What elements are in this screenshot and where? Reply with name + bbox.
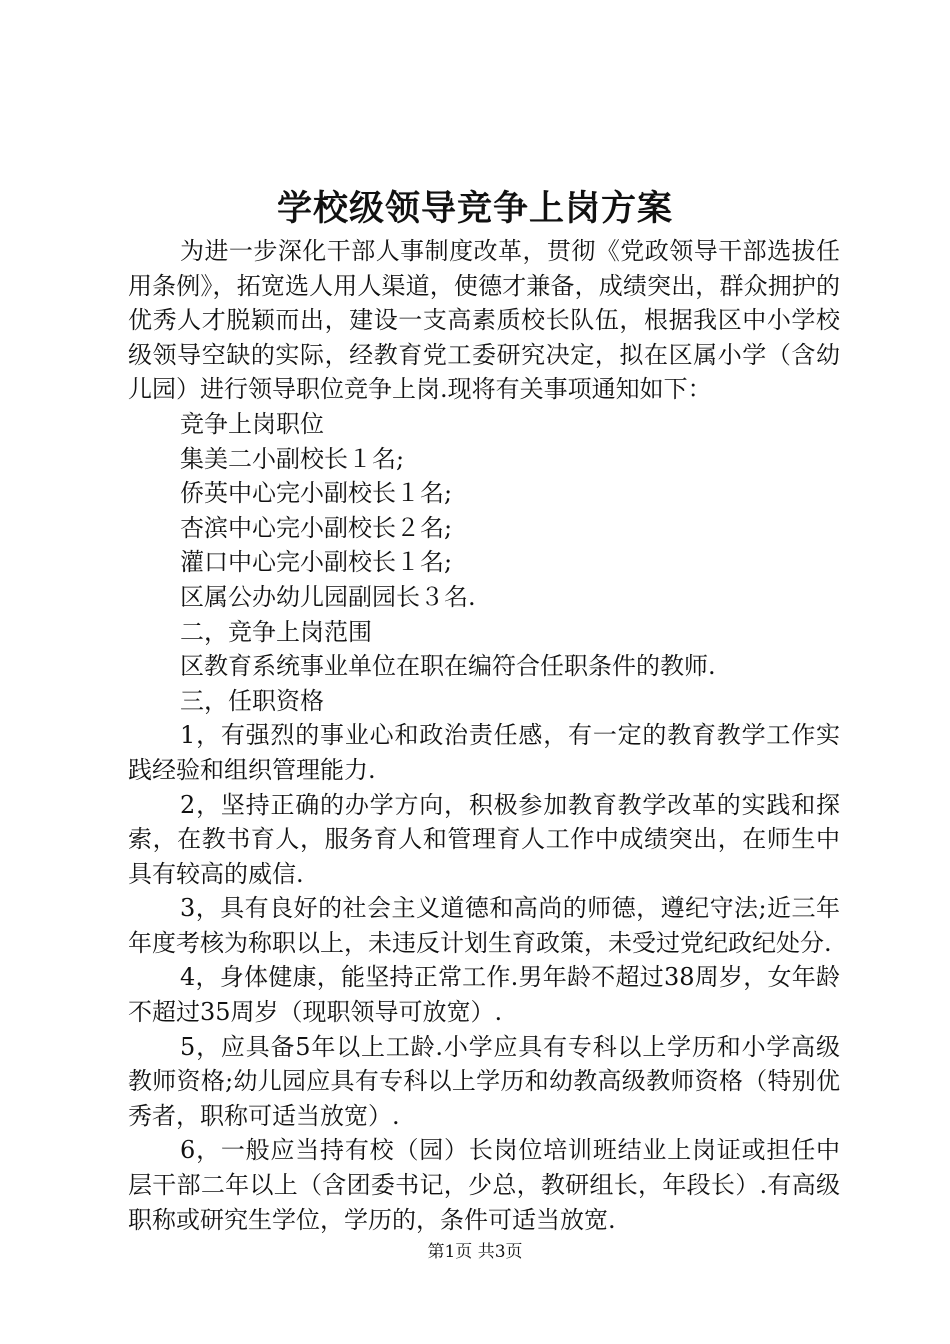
qualification-item: 6，一般应当持有校（园）长岗位培训班结业上岗证或担任中层干部二年以上（含团委书记，少总，教研组长，年段长）.有高级职称或研究生学位，学历的，条件可适当放宽. [128, 1136, 840, 1234]
document-body [128, 234, 840, 1237]
scope-paragraph: 区教育系统事业单位在职在编符合任职条件的教师. [180, 652, 716, 681]
position-item: 杏滨中心完小副校长２名; [180, 513, 453, 542]
qualification-item: 2，坚持正确的办学方向，积极参加教育教学改革的实践和探索，在教书育人，服务育人和管理育人工作中成绩突出，在师生中具有较高的威信. [128, 790, 840, 888]
document-title: 学校级领导竞争上岗方案 [276, 188, 673, 229]
page-number-footer: 第1页 共3页 [427, 1242, 523, 1262]
qualification-item: 1，有强烈的事业心和政治责任感，有一定的教育教学工作实践经验和组织管理能力. [128, 721, 840, 784]
section-heading-scope: 二，竞争上岗范围 [180, 617, 372, 646]
qualification-item: 5，应具备5年以上工龄.小学应具有专科以上学历和小学高级教师资格;幼儿园应具有专科以上学历和幼教高级教师资格（特别优秀者，职称可适当放宽）. [128, 1032, 840, 1130]
position-item: 集美二小副校长１名; [180, 444, 405, 473]
position-item: 区属公办幼儿园副园长３名. [180, 582, 476, 611]
qualification-item: 4，身体健康，能坚持正常工作.男年龄不超过38周岁，女年龄不超过35周岁（现职领导可放宽）. [128, 963, 840, 1027]
section-heading-qualifications: 三，任职资格 [180, 686, 324, 715]
section-heading-positions: 竞争上岗职位 [180, 409, 324, 438]
position-item: 侨英中心完小副校长１名; [180, 479, 453, 508]
qualification-item: 3，具有良好的社会主义道德和高尚的师德，遵纪守法;近三年年度考核为称职以上，未违反计划生育政策，未受过党纪政纪处分. [128, 894, 840, 957]
position-item: 灌口中心完小副校长１名; [180, 548, 453, 577]
intro-paragraph: 为进一步深化干部人事制度改革，贯彻《党政领导干部选拔任用条例》，拓宽选人用人渠道，使德才兼备，成绩突出，群众拥护的优秀人才脱颖而出，建设一支高素质校长队伍，根据我区中小学校级领导空缺的实际，经教育党工委研究决定，拟在区属小学（含幼儿园）进行领导职位竞争上岗.现将有关事项通知如下： [128, 237, 840, 404]
